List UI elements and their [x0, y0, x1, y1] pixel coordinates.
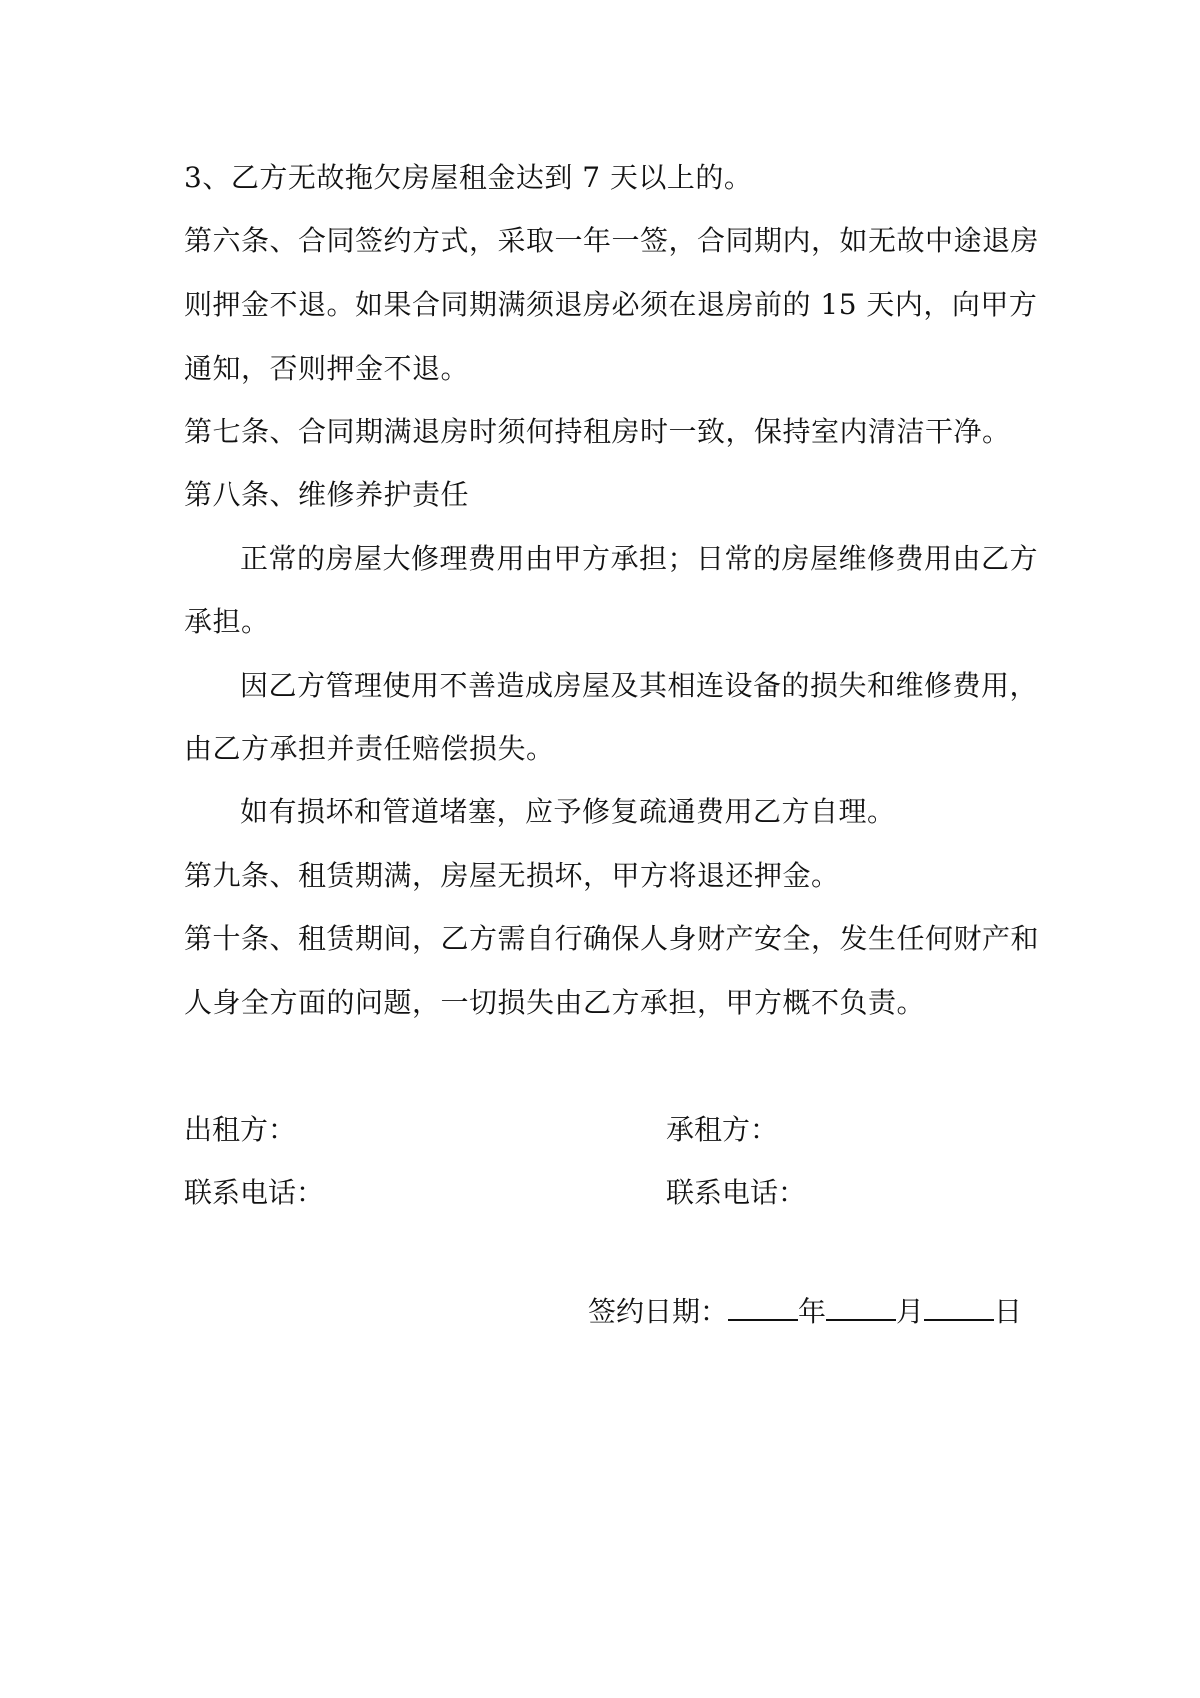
lessor-label: 出租方： — [184, 1113, 297, 1146]
article-8-para-1-line-1: 正常的房屋大修理费用由甲方承担；日常的房屋维修费用由乙方 — [240, 542, 1039, 575]
lessee-label: 承租方： — [666, 1113, 779, 1146]
article-8-heading: 第八条、维修养护责任 — [184, 478, 470, 511]
article-9-line: 第九条、租赁期满，房屋无损坏，甲方将退还押金。 — [184, 859, 840, 892]
clause-3-line: 3、乙方无故拖欠房屋租金达到 7 天以上的。 — [184, 161, 753, 194]
month-label: 月 — [895, 1295, 924, 1328]
day-label: 日 — [993, 1295, 1022, 1328]
signing-date-label: 签约日期： — [587, 1295, 728, 1328]
article-6-line-2: 则押金不退。如果合同期满须退房必须在退房前的 15 天内，向甲方 — [184, 288, 1038, 321]
article-10-line-2: 人身全方面的问题，一切损失由乙方承担，甲方概不负责。 — [184, 986, 926, 1019]
article-10-line-1: 第十条、租赁期间，乙方需自行确保人身财产安全，发生任何财产和 — [184, 922, 1040, 955]
lessee-phone-label: 联系电话： — [666, 1176, 807, 1209]
article-8-para-3-line: 如有损坏和管道堵塞，应予修复疏通费用乙方自理。 — [240, 795, 896, 828]
article-8-para-1-line-2: 承担。 — [184, 605, 270, 638]
year-blank — [728, 1293, 798, 1321]
article-6-line-3: 通知，否则押金不退。 — [184, 352, 470, 385]
day-blank — [924, 1293, 994, 1321]
month-blank — [826, 1293, 896, 1321]
article-6-line-1: 第六条、合同签约方式，采取一年一签，合同期内，如无故中途退房 — [184, 224, 1040, 257]
article-8-para-2-line-1: 因乙方管理使用不善造成房屋及其相连设备的损失和维修费用， — [240, 669, 1039, 702]
lessor-phone-label: 联系电话： — [184, 1176, 325, 1209]
year-label: 年 — [797, 1295, 826, 1328]
signing-date — [588, 1293, 1022, 1329]
article-7-line: 第七条、合同期满退房时须何持租房时一致，保持室内清洁干净。 — [184, 415, 1011, 448]
article-8-para-2-line-2: 由乙方承担并责任赔偿损失。 — [184, 732, 555, 765]
